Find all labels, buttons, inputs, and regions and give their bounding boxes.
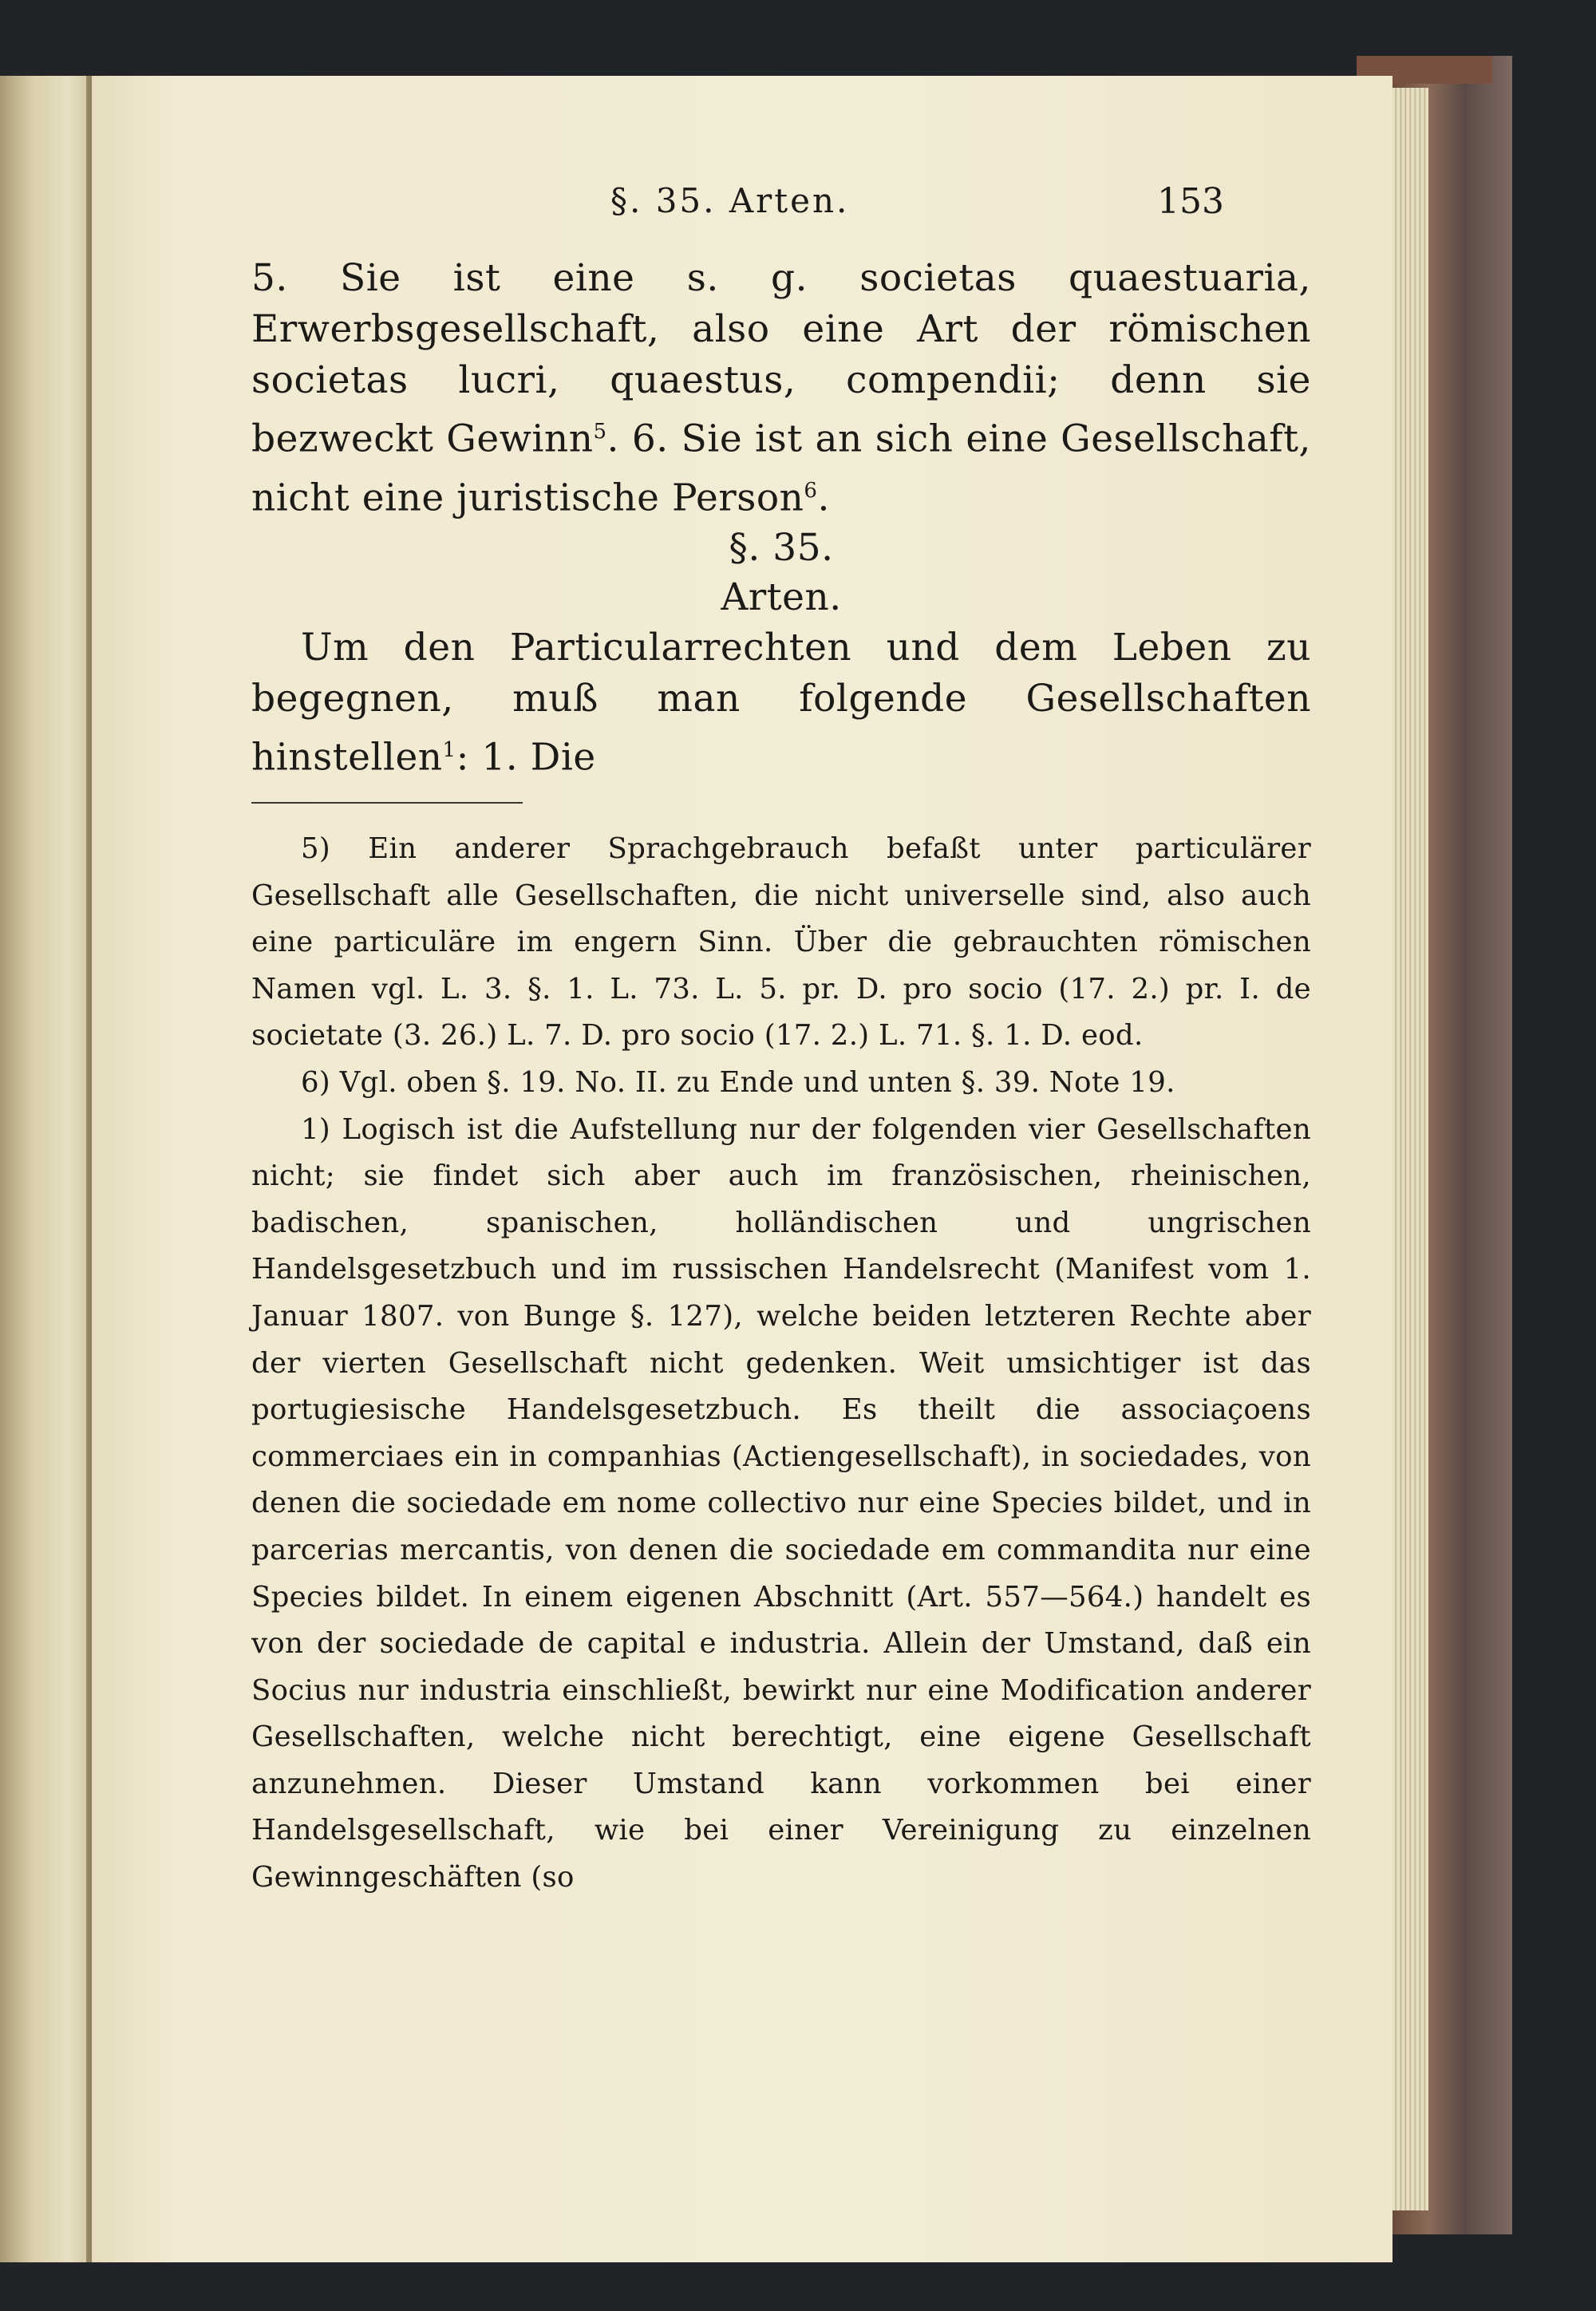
section-title: Arten. xyxy=(721,575,842,620)
section-number: §. 35. xyxy=(729,526,834,571)
footnote-1: 1) Logisch ist die Aufstellung nur der folgenden vier Gesellschaften nicht; sie findet sich aber auch im französischen, rheinischen, badischen, spanischen, holländischen und ungrischen Handelsgesetzbuch und im russischen Handelsrecht (Manifest vom 1. Januar 1807. von Bunge §. 127), welche beiden letzteren Rechte aber der vierten Gesellschaft nicht gedenken. Weit umsichtiger ist das portugiesische Handelsgesetzbuch. Es theilt die associaçoens commerciaes ein in companhias (Actiengesellschaft), in sociedades, von denen die sociedade em nome collectivo nur eine Species bildet, und in parcerias mercantis, von denen die sociedade em commandita nur eine Species bildet. In einem eigenen Abschnitt (Art. 557—564.) handelt es von der sociedade de capital e industria. Allein der Umstand, daß ein Socius nur industria einschließt, bewirkt nur eine Modification anderer Gesellschaften, welche nicht berechtigt, eine eigene Gesellschaft anzunehmen. Dieser Umstand kann vorkommen bei einer Handelsgesellschaft, wie bei einer Vereinigung zu einzelnen Gewinngeschäften (so xyxy=(251,1112,1311,1894)
footnote-ref-5: 5 xyxy=(593,420,607,444)
footnote-5: 5) Ein anderer Sprachgebrauch befaßt unter particulärer Gesellschaft alle Gesellschaften, die nicht universelle sind, also auch eine particuläre im engern Sinn. Über die gebrauchten römischen Namen vgl. L. 3. §. 1. L. 73. L. 5. pr. D. pro socio (17. 2.) pr. I. de societate (3. 26.) L. 7. D. pro socio (17. 2.) L. 71. §. 1. D. eod. xyxy=(251,832,1311,1053)
running-head: §. 35. Arten. xyxy=(610,181,850,220)
paragraph-2: Um den Particularrechten und dem Leben zu begegnen, muß man folgende Gesellschaften hinstellen$^1$: 1. Die xyxy=(251,626,1311,780)
footnotes xyxy=(251,826,1311,1902)
footnote-ref-6: 6 xyxy=(804,478,818,503)
facing-page xyxy=(0,76,92,2262)
page-stack xyxy=(1393,88,1428,2210)
page-number: 153 xyxy=(1157,181,1224,222)
page-header xyxy=(92,181,1393,237)
main-text xyxy=(251,253,1311,784)
footnote-rule xyxy=(251,802,523,804)
footnote-6: 6) Vgl. oben §. 19. No. II. zu Ende und unten §. 39. Note 19. xyxy=(301,1065,1175,1099)
footnote-ref-1: 1 xyxy=(442,738,456,763)
paragraph-1: 5. Sie ist eine s. g. societas quaestuaria, Erwerbsgesellschaft, also eine Art der römischen societas lucri, quaestus, compendii; denn sie bezweckt Gewinn$^5$. 6. Sie ist an sich eine Gesellschaft, nicht eine juristische Person$^6$. xyxy=(251,256,1311,520)
book-page xyxy=(92,76,1393,2262)
